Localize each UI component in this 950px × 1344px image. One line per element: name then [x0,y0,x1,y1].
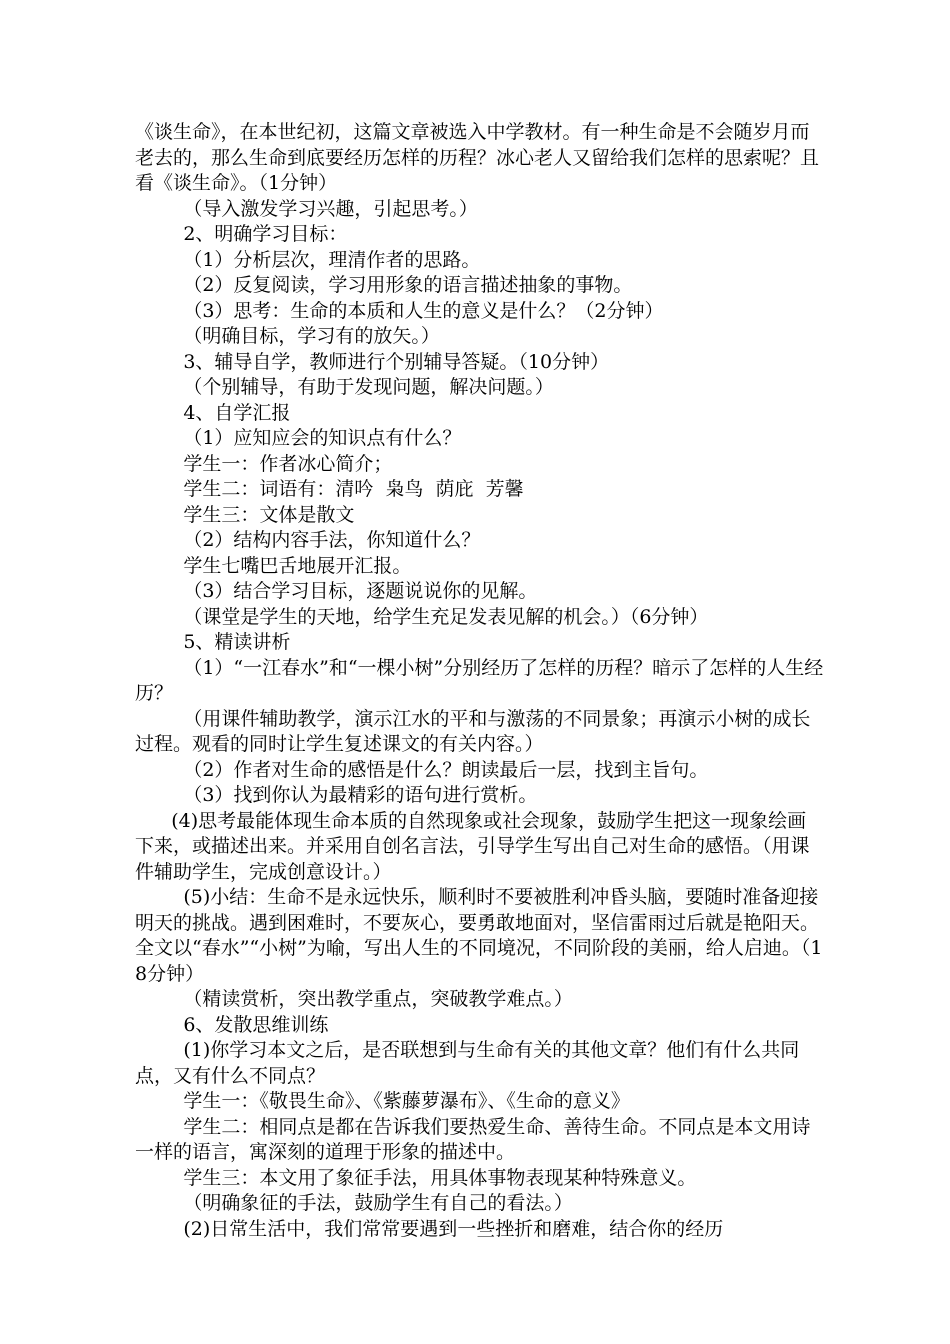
document-body [135,120,825,1242]
paragraph-note: （精读赏析，突出教学重点，突破教学难点。） [135,988,573,1010]
student-answer: 学生三：本文用了象征手法，用具体事物表现某种特殊意义。 [135,1166,697,1189]
student-answer: 学生二：相同点是都在告诉我们要热爱生命、善待生命。不同点是本文用诗一样的语言，寓深刻的道理于形象的描述中。 [135,1115,811,1163]
list-item: （3）结合学习目标，逐题说说你的见解。 [135,580,538,602]
section-heading-close-reading: 5、精读讲析 [135,631,291,653]
section-heading-self-study: 3、辅导自学，教师进行个别辅导答疑。（10分钟） [135,350,610,373]
paragraph-note: （用课件辅助教学，演示江水的平和与激荡的不同景象；再演示小树的成长过程。观看的同时让学生复述课文的有关内容。） [135,707,811,755]
list-item: （1）“一江春水”和“一棵小树”分别经历了怎样的历程？暗示了怎样的人生经历？ [135,656,824,704]
list-item: （2）作者对生命的感悟是什么？朗读最后一层，找到主旨句。 [135,758,709,781]
paragraph-note: （明确目标，学习有的放矢。） [135,325,440,347]
student-answer: 学生一：作者冰心简介； [135,452,393,475]
list-item: (5)小结：生命不是永远快乐，顺利时不要被胜利冲昏头脑，要随时准备迎接明天的挑战。遇到困难时，不要灰心，要勇敢地面对，坚信雷雨过后就是艳阳天。全文以“春水”“小树”为喻，写出人生的不同境况，不同阶段的美丽，给人启迪。（18分钟） [135,886,823,985]
list-item: （2）反复阅读，学习用形象的语言描述抽象的事物。 [135,274,633,296]
paragraph-note: （课堂是学生的天地，给学生充足发表见解的机会。）（6分钟） [135,605,709,628]
student-answer: 学生二：词语有：清吟 枭鸟 荫庇 芳馨 [135,478,524,500]
list-item: (4)思考最能体现生命本质的自然现象或社会现象，鼓励学生把这一现象绘画下来，或描述出来。并采用自创名言法，引导学生写出自己对生命的感悟。（用课件辅助学生，完成创意设计。） [135,809,810,883]
section-heading-divergent-thinking: 6、发散思维训练 [135,1013,329,1036]
list-item: （1）分析层次，理清作者的思路。 [135,248,481,271]
paragraph-intro-note: （导入激发学习兴趣，引起思考。） [135,197,478,220]
list-item: (1)你学习本文之后，是否联想到与生命有关的其他文章？他们有什么共同点，又有什么不同点？ [135,1039,800,1087]
list-item: （3）找到你认为最精彩的语句进行赏析。 [135,784,538,806]
student-answer: 学生一：《敬畏生命》、《紫藤萝瀑布》、《生命的意义》 [135,1090,630,1112]
section-heading-goals: 2、明确学习目标： [135,223,348,245]
list-item: （1）应知应会的知识点有什么？ [135,427,462,449]
list-item: （3）思考：生命的本质和人生的意义是什么？（2分钟） [135,299,664,322]
student-answer: 学生三：文体是散文 [135,503,355,526]
paragraph-intro: 《谈生命》，在本世纪初，这篇文章被选入中学教材。有一种生命是不会随岁月而老去的，那么生命到底要经历怎样的历程？冰心老人又留给我们怎样的思索呢？且看《谈生命》。（1分钟） [135,121,820,194]
paragraph-note: （个别辅导，有助于发现问题，解决问题。） [135,376,554,398]
list-item: (2)日常生活中，我们常常要遇到一些挫折和磨难，结合你的经历 [135,1217,724,1240]
paragraph: 学生七嘴巴舌地展开汇报。 [135,554,412,577]
section-heading-report: 4、自学汇报 [135,401,291,424]
paragraph-note: （明确象征的手法，鼓励学生有自己的看法。） [135,1192,573,1214]
list-item: （2）结构内容手法，你知道什么？ [135,529,481,551]
